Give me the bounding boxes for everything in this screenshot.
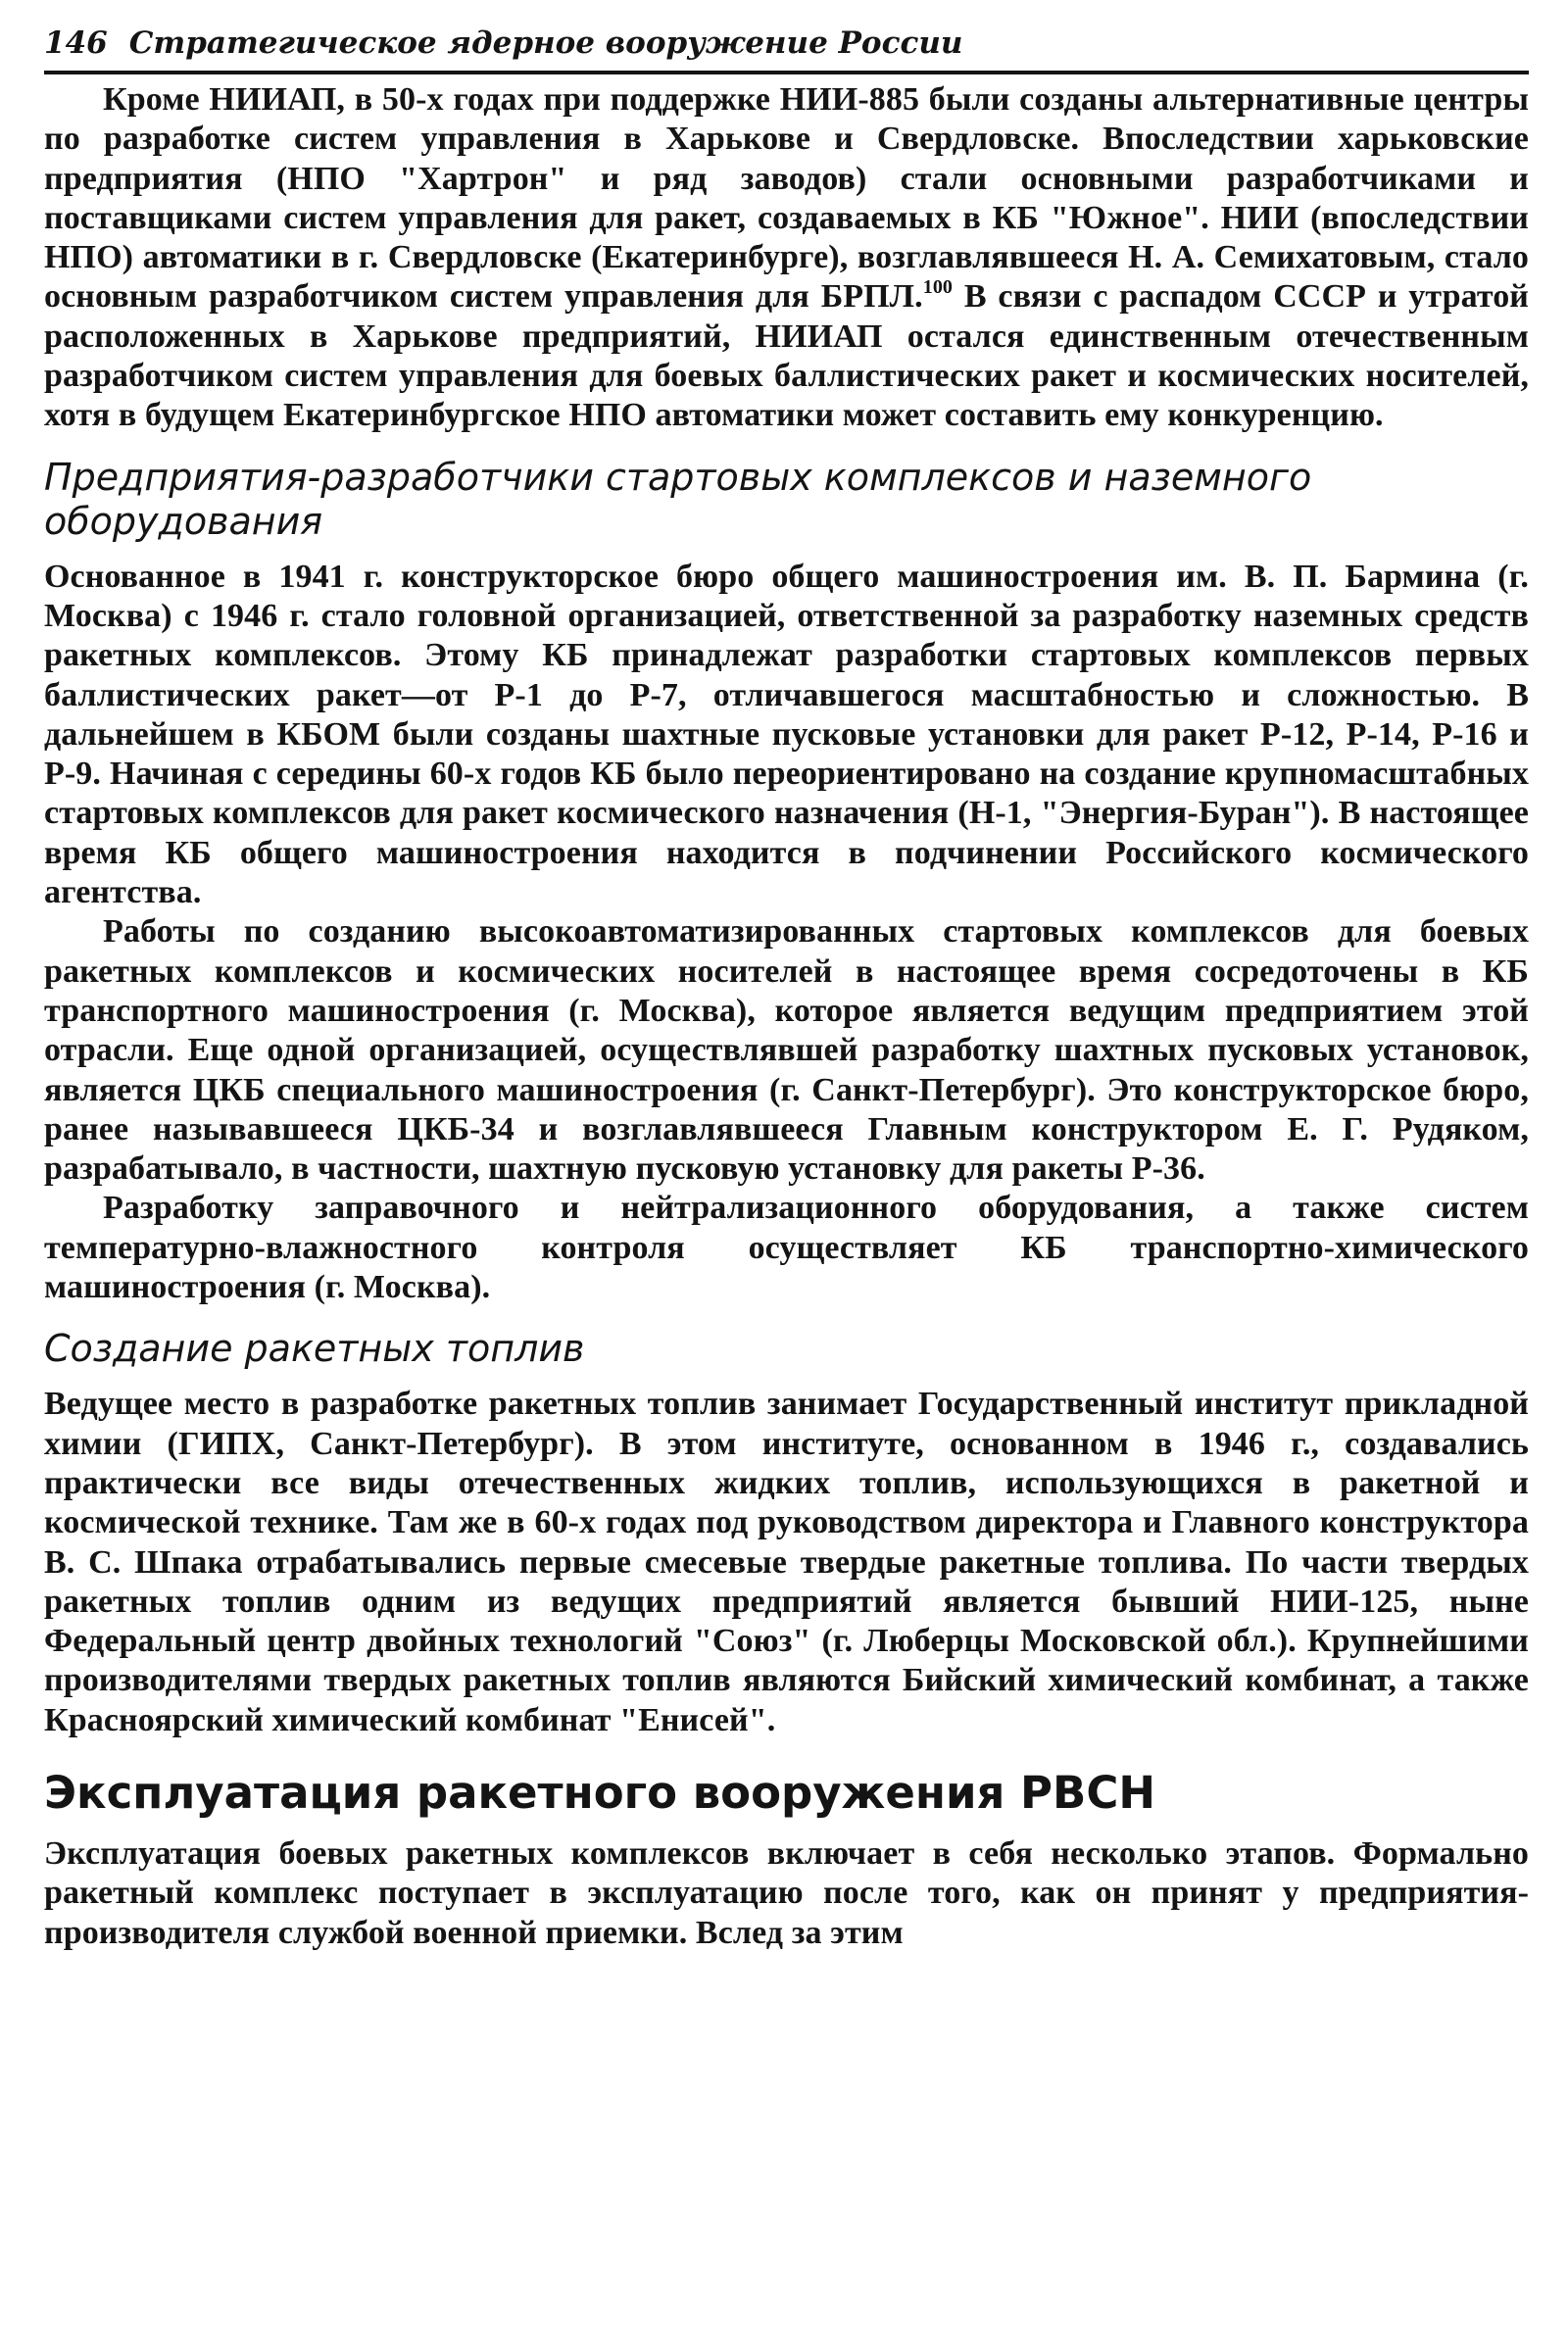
paragraph-text-continued: В связи с распадом СССР и утратой расположенных в Харькове предприятий, НИИАП остался единственным отечественным разработчиком систем управления для боевых баллистических ракет и космических носителей, хотя в будущем Екатеринбургское НПО автоматики может составить ему конкуренцию. bbox=[44, 278, 1529, 434]
paragraph-fueling-equipment: Разработку заправочного и нейтрализационного оборудования, а также систем температурно-влажностного контроля осуществляет КБ транспортно-химического машиностроения (г. Москва). bbox=[44, 1190, 1529, 1306]
subheading-rocket-fuels: Создание ракетных топлив bbox=[44, 1327, 585, 1371]
page-number: 146 bbox=[44, 25, 108, 61]
running-head bbox=[44, 22, 1529, 74]
section-title-operation: Эксплуатация ракетного вооружения РВСН bbox=[44, 1766, 1156, 1819]
paragraph-gipkh: Ведущее место в разработке ракетных топлив занимает Государственный институт прикладной химии (ГИПХ, Санкт-Петербург). В этом институте, основанном в 1946 г., создавались практически все виды отечественных жидких топлив, использующихся в ракетной и космической технике. Там же в 60-х годах под руководством директора и Главного конструктора В. С. Шпака отрабатывались первые смесевые твердые ракетные топлива. По части твердых ракетных топлив одним из ведущих предприятий является бывший НИИ-125, ныне Федеральный центр двойных технологий "Союз" (г. Люберцы Московской обл.). Крупнейшими производителями твердых ракетных топлив являются Бийский химический комбинат, а также Красноярский химический комбинат "Енисей". bbox=[44, 1386, 1529, 1738]
running-head-title: Стратегическое ядерное вооружение России bbox=[128, 25, 963, 61]
paragraph-control-systems bbox=[44, 80, 1529, 436]
paragraph-kbom: Основанное в 1941 г. конструкторское бюро общего машиностроения им. В. П. Бармина (г. Москва) с 1946 г. стало головной организацией, ответственной за разработку наземных средств ракетных комплексов. Этому КБ принадлежат разработки стартовых комплексов первых баллистических ракет—от Р-1 до Р-7, отличавшегося масштабностью и сложностью. В дальнейшем в КБОМ были созданы шахтные пусковые установки для ракет Р-12, Р-14, Р-16 и Р-9. Начиная с середины 60-х годов КБ было переориентировано на создание крупномасштабных стартовых комплексов для ракет космического назначения (Н-1, "Энергия-Буран"). В настоящее время КБ общего машиностроения находится в подчинении Российского космического агентства. bbox=[44, 558, 1529, 911]
paragraph-operation: Эксплуатация боевых ракетных комплексов включает в себя несколько этапов. Формально ракетный комплекс поступает в эксплуатацию после того, как он принят у предприятия-производителя службой военной приемки. Вслед за этим bbox=[44, 1834, 1529, 1951]
subheading-launch-complexes: Предприятия-разработчики стартовых комплексов и наземного оборудования bbox=[44, 455, 1312, 543]
paragraph-text: Кроме НИИАП, в 50-х годах при поддержке НИИ-885 были созданы альтернативные центры по разработке систем управления в Харькове и Свердловске. Впоследствии харьковские предприятия (НПО "Хартрон" и ряд заводов) стали основными разработчиками и поставщиками систем управления для ракет, создаваемых в КБ "Южное". НИИ (впоследствии НПО) автоматики в г. Свердловске (Екатеринбурге), возглавлявшееся Н. А. Семихатовым, стало основным разработчиком систем управления для БРПЛ. bbox=[44, 81, 1529, 316]
book-page bbox=[44, 22, 1529, 1953]
footnote-reference: 100 bbox=[922, 276, 954, 299]
paragraph-kb-transport: Работы по созданию высокоавтоматизированных стартовых комплексов для боевых ракетных комплексов и космических носителей в настоящее время сосредоточены в КБ транспортного машиностроения (г. Москва), которое является ведущим предприятием этой отрасли. Еще одной организацией, осуществлявшей разработку шахтных пусковых установок, является ЦКБ специального машиностроения (г. Санкт-Петербург). Это конструкторское бюро, ранее называвшееся ЦКБ-34 и возглавлявшееся Главным конструктором Е. Г. Рудяком, разрабатывало, в частности, шахтную пусковую установку для ракеты Р-36. bbox=[44, 913, 1529, 1188]
